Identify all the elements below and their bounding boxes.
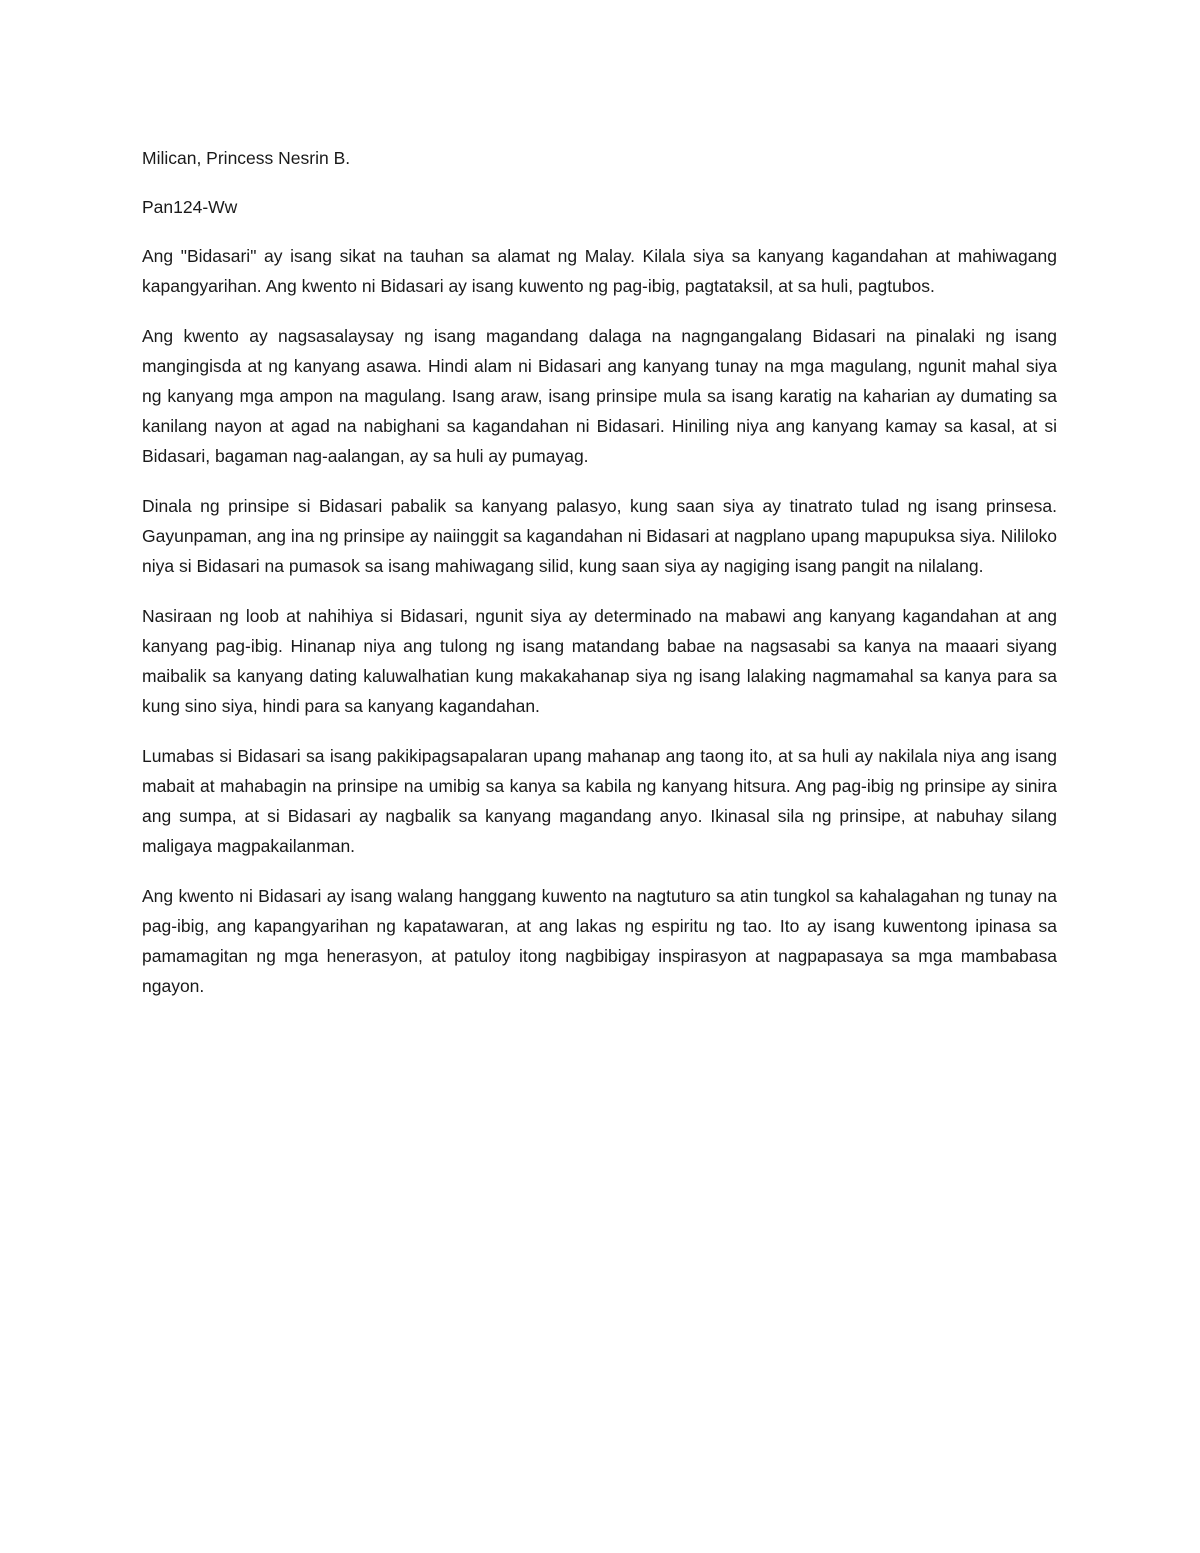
paragraph-4: Nasiraan ng loob at nahihiya si Bidasari, ngunit siya ay determinado na mabawi ang kanyang kagandahan at ang kanyang pag-ibig. Hinanap niya ang tulong ng isang matandang babae na nagsasabi sa kanya na maaari siyang maibalik sa kanyang dating kaluwalhatian kung makakahanap siya ng isang lalaking nagmamahal sa kanya para sa kung sino siya, hindi para sa kanyang kagandahan. — [142, 606, 1057, 716]
paragraph-3: Dinala ng prinsipe si Bidasari pabalik sa kanyang palasyo, kung saan siya ay tinatrato tulad ng isang prinsesa. Gayunpaman, ang ina ng prinsipe ay naiinggit sa kagandahan ni Bidasari at nagplano upang mapupuksa siya. Nililoko niya si Bidasari na pumasok sa isang mahiwagang silid, kung saan siya ay nagiging isang pangit na nilalang. — [142, 496, 1057, 576]
paragraph-6: Ang kwento ni Bidasari ay isang walang hanggang kuwento na nagtuturo sa atin tungkol sa kahalagahan ng tunay na pag-ibig, ang kapangyarihan ng kapatawaran, at ang lakas ng espiritu ng tao. Ito ay isang kuwentong ipinasa sa pamamagitan ng mga henerasyon, at patuloy itong nagbibigay inspirasyon at nagpapasaya sa mga mambabasa ngayon. — [142, 886, 1057, 996]
paragraph-5: Lumabas si Bidasari sa isang pakikipagsapalaran upang mahanap ang taong ito, at sa huli ay nakilala niya ang isang mabait at mahabagin na prinsipe na umibig sa kanya sa kabila ng kanyang hitsura. Ang pag-ibig ng prinsipe ay sinira ang sumpa, at si Bidasari ay nagbalik sa kanyang magandang anyo. Ikinasal sila ng prinsipe, at nabuhay silang maligaya magpakailanman. — [142, 746, 1057, 856]
author-name: Milican, Princess Nesrin B. — [142, 148, 351, 168]
section-code: Pan124-Ww — [142, 197, 238, 217]
paragraph-1: Ang "Bidasari" ay isang sikat na tauhan sa alamat ng Malay. Kilala siya sa kanyang kagandahan at mahiwagang kapangyarihan. Ang kwento ni Bidasari ay isang kuwento ng pag-ibig, pagtataksil, at sa huli, pagtubos. — [142, 246, 1057, 296]
document-body — [142, 143, 1057, 1021]
paragraph-2: Ang kwento ay nagsasalaysay ng isang magandang dalaga na nagngangalang Bidasari na pinalaki ng isang mangingisda at ng kanyang asawa. Hindi alam ni Bidasari ang kanyang tunay na mga magulang, ngunit mahal siya ng kanyang mga ampon na magulang. Isang araw, isang prinsipe mula sa isang karatig na kaharian ay dumating sa kanilang nayon at agad na nabighani sa kagandahan ni Bidasari. Hiniling niya ang kanyang kamay sa kasal, at si Bidasari, bagaman nag-aalangan, ay sa huli ay pumayag. — [142, 326, 1057, 466]
